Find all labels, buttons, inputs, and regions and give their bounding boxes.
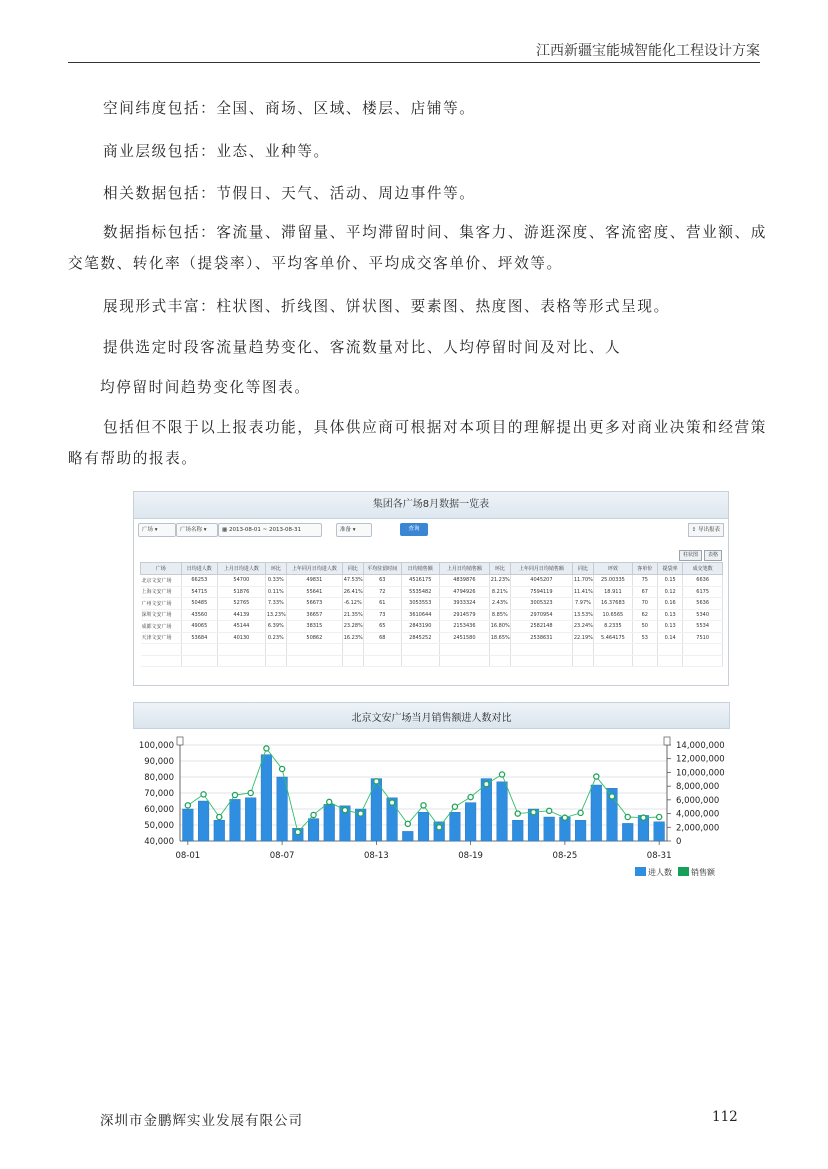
- table-cell: 44139: [218, 609, 266, 621]
- table-cell: 53: [632, 632, 657, 644]
- bar: [324, 804, 335, 841]
- table-row: [141, 586, 723, 598]
- filter-plaza-select[interactable]: 广场名称 ▾: [176, 523, 218, 537]
- table-cell: 70: [632, 598, 657, 610]
- table-cell: 38315: [286, 621, 342, 633]
- sales-point: [280, 766, 285, 771]
- table-cell: 7510: [683, 632, 723, 644]
- filter-bar: [138, 523, 724, 537]
- table-cell: 21.23%: [489, 575, 510, 587]
- table-cell: 18.911: [594, 586, 633, 598]
- col-header[interactable]: 成交笔数: [683, 563, 723, 575]
- col-header[interactable]: 环比: [489, 563, 510, 575]
- bar: [230, 799, 241, 841]
- table-cell: 16.37683: [594, 598, 633, 610]
- table-cell: 3610644: [401, 609, 440, 621]
- table-cell: 16.80%: [489, 621, 510, 633]
- para-trend-2: 均停留时间趋势变化等图表。: [100, 379, 311, 396]
- bar: [465, 803, 476, 841]
- col-header[interactable]: 环比: [265, 563, 286, 575]
- table-row: [141, 632, 723, 644]
- combo-chart: [133, 702, 730, 884]
- table-cell: 63: [364, 575, 402, 587]
- date-range-input[interactable]: ▦ 2013-08-01 ~ 2013-08-31: [218, 523, 322, 537]
- table-cell: 26.41%: [342, 586, 363, 598]
- table-cell: 0.13: [657, 621, 682, 633]
- table-cell: 4516175: [401, 575, 440, 587]
- table-cell: 18.65%: [489, 632, 510, 644]
- bar: [245, 798, 256, 841]
- table-cell: 4839876: [440, 575, 490, 587]
- bar: [481, 779, 492, 841]
- table-cell: 7594119: [511, 586, 573, 598]
- table-row-empty: [141, 655, 723, 667]
- y-right-tick-label: 2,000,000: [676, 823, 720, 834]
- bar: [544, 817, 555, 841]
- y-right-tick-label: 12,000,000: [676, 754, 725, 765]
- table-cell: 2538631: [511, 632, 573, 644]
- table-cell: 13.23%: [265, 609, 286, 621]
- legend-swatch-sales: [678, 867, 689, 876]
- y-left-tick-label: 40,000: [144, 837, 174, 847]
- table-cell: 6636: [683, 575, 723, 587]
- col-header[interactable]: 上年同月日均销售额: [511, 563, 573, 575]
- sales-point: [515, 811, 520, 816]
- sales-point: [578, 810, 583, 815]
- page-header: [68, 40, 760, 63]
- legend-label-visitors: 进人数: [648, 868, 672, 877]
- col-header[interactable]: 提袋率: [657, 563, 682, 575]
- y-left-tick-label: 70,000: [144, 789, 174, 799]
- dashboard-title: 集团各广场8月数据一览表: [134, 492, 728, 519]
- sales-point: [484, 781, 489, 786]
- table-cell: 3053553: [401, 598, 440, 610]
- table-cell: 75: [632, 575, 657, 587]
- calendar-icon: ▦: [222, 527, 228, 533]
- sales-point: [421, 803, 426, 808]
- sales-point: [264, 746, 269, 751]
- bar: [277, 777, 288, 841]
- table-cell: 55641: [286, 586, 342, 598]
- table-cell: 0.13: [657, 609, 682, 621]
- legend-label-sales: 销售额: [691, 868, 715, 877]
- y-left-tick-label: 90,000: [144, 757, 174, 767]
- table-cell: 54700: [218, 575, 266, 587]
- y-right-tick-label: 14,000,000: [676, 741, 725, 751]
- col-header[interactable]: 上月日均进人数: [218, 563, 266, 575]
- sales-point: [562, 815, 567, 820]
- y-left-tick-label: 50,000: [144, 821, 174, 831]
- table-cell: 0.15: [657, 575, 682, 587]
- sales-point: [327, 799, 332, 804]
- bar: [183, 809, 194, 841]
- para-metrics: 数据指标包括：客流量、滞留量、平均滞留时间、集客力、游逛深度、客流密度、营业额、成交笔数、转化率（提袋率）、平均客单价、平均成交客单价、坪效等。: [68, 224, 767, 272]
- col-header[interactable]: 平均驻留时间: [364, 563, 402, 575]
- table-cell: 61: [364, 598, 402, 610]
- col-header[interactable]: 日均进人数: [181, 563, 218, 575]
- table-cell: 5636: [683, 598, 723, 610]
- x-tick-label: 08-13: [364, 851, 389, 861]
- col-header[interactable]: 坪效: [594, 563, 633, 575]
- table-cell: 23.28%: [342, 621, 363, 633]
- para-reports: 包括但不限于以上报表功能，具体供应商可根据对本项目的理解提出更多对商业决策和经营策略有帮助的报表。: [68, 419, 767, 467]
- table-cell: 2843190: [401, 621, 440, 633]
- export-button[interactable]: ⇪ 导出报表: [688, 523, 724, 537]
- x-tick-label: 08-07: [269, 851, 295, 861]
- table-cell: 62: [632, 609, 657, 621]
- table-cell: 21.35%: [342, 609, 363, 621]
- bar: [308, 819, 319, 841]
- sales-point: [531, 810, 536, 815]
- bar: [214, 820, 225, 841]
- table-cell: 4045207: [511, 575, 573, 587]
- sales-point: [342, 808, 347, 813]
- col-header[interactable]: 同比: [572, 563, 593, 575]
- table-cell: 68: [364, 632, 402, 644]
- table-cell: 36657: [286, 609, 342, 621]
- view-tabs: [677, 550, 722, 561]
- sales-point: [452, 804, 457, 809]
- table-row: [141, 621, 723, 633]
- table-cell: 0.33%: [265, 575, 286, 587]
- filter-extra-select[interactable]: 准备 ▾: [336, 523, 372, 537]
- table-row: [141, 575, 723, 587]
- y-right-tick-label: 4,000,000: [676, 809, 720, 820]
- sales-point: [437, 825, 442, 830]
- table-cell: 23.24%: [572, 621, 593, 633]
- bar: [198, 801, 209, 841]
- table-cell: 66253: [181, 575, 218, 587]
- table-row-empty: [141, 644, 723, 656]
- sales-point: [217, 814, 222, 819]
- bar: [371, 779, 382, 841]
- footer-company: 深圳市金鹏辉实业发展有限公司: [100, 1113, 303, 1129]
- table-cell: 0.12: [657, 586, 682, 598]
- table-cell: 45144: [218, 621, 266, 633]
- table-cell: 49065: [181, 621, 218, 633]
- table-cell: 2845252: [401, 632, 440, 644]
- bar: [622, 823, 633, 841]
- table-cell: 50862: [286, 632, 342, 644]
- sales-point: [311, 812, 316, 817]
- para-business-level: 商业层级包括：业态、业种等。: [103, 143, 330, 160]
- bar: [575, 820, 586, 841]
- table-cell: 50: [632, 621, 657, 633]
- bar: [261, 755, 272, 841]
- table-cell: 2970954: [511, 609, 573, 621]
- table-cell: 51876: [218, 586, 266, 598]
- filter-type-select[interactable]: 广场 ▾: [138, 523, 176, 537]
- sales-point: [468, 795, 473, 800]
- table-cell: -6.12%: [342, 598, 363, 610]
- table-cell: 2451580: [440, 632, 490, 644]
- sales-point: [657, 814, 662, 819]
- table-cell: 16.23%: [342, 632, 363, 644]
- bar: [418, 812, 429, 841]
- table-cell: 7.33%: [265, 598, 286, 610]
- table-cell: 0.23%: [265, 632, 286, 644]
- sales-point: [295, 829, 300, 834]
- table-cell: 3933324: [440, 598, 490, 610]
- table-cell: 2914579: [440, 609, 490, 621]
- bar: [402, 831, 413, 841]
- sales-point: [405, 821, 410, 826]
- bar: [591, 785, 602, 841]
- table-cell: 11.41%: [572, 586, 593, 598]
- sales-point: [499, 772, 504, 777]
- table-cell: 天津文安广场: [141, 632, 182, 644]
- table-cell: 北京文安广场: [141, 575, 182, 587]
- sales-point: [374, 779, 379, 784]
- bar: [512, 820, 523, 841]
- table-cell: 2153436: [440, 621, 490, 633]
- table-cell: 2.43%: [489, 598, 510, 610]
- table-cell: 54715: [181, 586, 218, 598]
- table-cell: 0.14: [657, 632, 682, 644]
- x-tick-label: 08-25: [552, 851, 578, 861]
- table-cell: 56673: [286, 598, 342, 610]
- col-header[interactable]: 日均销售额: [401, 563, 440, 575]
- sales-point: [185, 803, 190, 808]
- para-trend-1: 提供选定时段客流量趋势变化、客流数量对比、人均停留时间及对比、人: [103, 339, 622, 356]
- sales-point: [201, 792, 206, 797]
- y-right-tick-label: 8,000,000: [676, 782, 720, 793]
- tab-table[interactable]: 表格: [704, 550, 722, 561]
- bar: [497, 782, 508, 841]
- table-cell: 5534: [683, 621, 723, 633]
- table-cell: 49831: [286, 575, 342, 587]
- table-cell: 22.19%: [572, 632, 593, 644]
- y-right-tick-label: 10,000,000: [676, 768, 725, 779]
- table-cell: 67: [632, 586, 657, 598]
- table-cell: 25.00335: [594, 575, 633, 587]
- table-cell: 13.53%: [572, 609, 593, 621]
- col-header[interactable]: 广场: [141, 563, 182, 575]
- sales-point: [609, 794, 614, 799]
- table-cell: 7.97%: [572, 598, 593, 610]
- y-right-tick-label: 6,000,000: [676, 795, 720, 806]
- table-cell: 11.70%: [572, 575, 593, 587]
- y-left-tick-label: 100,000: [138, 741, 174, 751]
- sales-point: [358, 811, 363, 816]
- table-cell: 5340: [683, 609, 723, 621]
- col-header[interactable]: 同比: [342, 563, 363, 575]
- table-row: [141, 609, 723, 621]
- chart-title: 北京文安广场当月销售额进人数对比: [351, 713, 512, 724]
- sales-point: [248, 790, 253, 795]
- table-cell: 6175: [683, 586, 723, 598]
- table-cell: 73: [364, 609, 402, 621]
- sales-point: [594, 774, 599, 779]
- table-cell: 2582148: [511, 621, 573, 633]
- bar: [450, 812, 461, 841]
- table-cell: 72: [364, 586, 402, 598]
- table-cell: 52765: [218, 598, 266, 610]
- table-row: [141, 598, 723, 610]
- table-cell: 深圳文安广场: [141, 609, 182, 621]
- table-cell: 3005323: [511, 598, 573, 610]
- dashboard-screenshot: [133, 491, 729, 686]
- table-cell: 5.464175: [594, 632, 633, 644]
- para-display-forms: 展现形式丰富：柱状图、折线图、饼状图、要素图、热度图、表格等形式呈现。: [103, 298, 670, 315]
- table-cell: 50485: [181, 598, 218, 610]
- table-cell: 0.11%: [265, 586, 286, 598]
- query-button[interactable]: 查询: [400, 523, 428, 536]
- x-tick-label: 08-19: [458, 851, 483, 861]
- col-header[interactable]: 上年同月日均进人数: [286, 563, 342, 575]
- table-cell: 上海文安广场: [141, 586, 182, 598]
- table-cell: 6.39%: [265, 621, 286, 633]
- y-left-tick-label: 60,000: [144, 805, 174, 815]
- table-cell: 8.2335: [594, 621, 633, 633]
- y-right-axis-handle: [664, 737, 670, 745]
- para-related-data: 相关数据包括：节假日、天气、活动、周边事件等。: [103, 185, 476, 202]
- sales-point: [232, 792, 237, 797]
- table-cell: 8.21%: [489, 586, 510, 598]
- table-cell: 4794926: [440, 586, 490, 598]
- sales-point: [641, 815, 646, 820]
- sales-point: [389, 800, 394, 805]
- y-right-tick-label: 0: [676, 837, 682, 847]
- x-tick-label: 08-01: [175, 851, 201, 861]
- tab-bar-chart[interactable]: 柱状图: [679, 550, 702, 561]
- table-cell: 成都文安广场: [141, 621, 182, 633]
- sales-point: [547, 808, 552, 813]
- table-cell: 0.16: [657, 598, 682, 610]
- table-cell: 10.6565: [594, 609, 633, 621]
- table-cell: 47.53%: [342, 575, 363, 587]
- col-header[interactable]: 上月日均销售额: [440, 563, 490, 575]
- col-header[interactable]: 客单价: [632, 563, 657, 575]
- sales-point: [625, 814, 630, 819]
- table-cell: 8.85%: [489, 609, 510, 621]
- x-tick-label: 08-31: [646, 851, 672, 861]
- y-left-axis-handle: [177, 737, 183, 745]
- table-cell: 40130: [218, 632, 266, 644]
- para-spatial: 空间纬度包括：全国、商场、区域、楼层、店铺等。: [103, 100, 476, 117]
- header-title: 江西新疆宝能城智能化工程设计方案: [536, 43, 760, 59]
- bar: [654, 822, 665, 841]
- footer-page-number: 112: [712, 1109, 738, 1125]
- data-table: [140, 562, 723, 667]
- table-cell: 5535482: [401, 586, 440, 598]
- table-cell: 43560: [181, 609, 218, 621]
- y-left-tick-label: 80,000: [144, 773, 174, 783]
- table-cell: 53684: [181, 632, 218, 644]
- legend-swatch-visitors: [635, 867, 646, 876]
- table-cell: 65: [364, 621, 402, 633]
- table-cell: 广州文安广场: [141, 598, 182, 610]
- chart-panel: [133, 702, 730, 884]
- export-icon: ⇪: [691, 527, 697, 533]
